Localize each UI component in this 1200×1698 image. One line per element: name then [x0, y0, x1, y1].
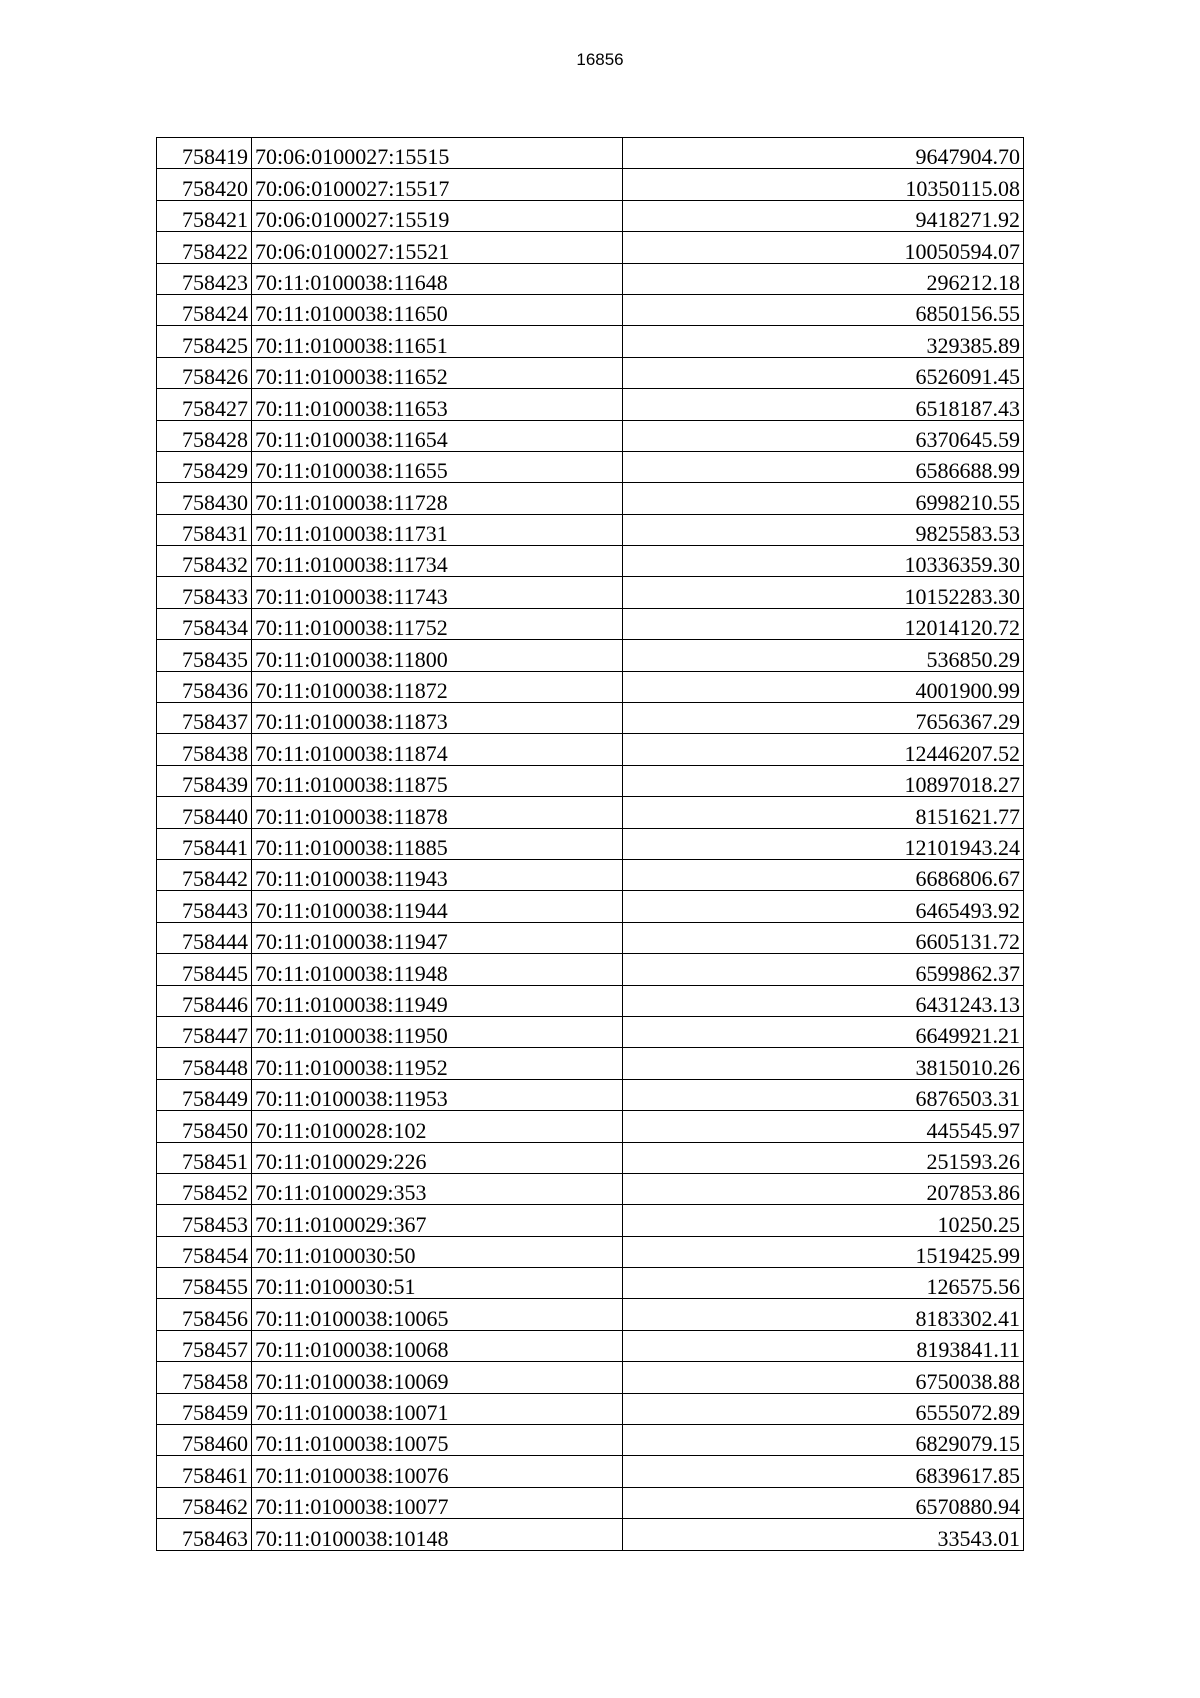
table-row: [157, 954, 1024, 985]
cadastral-number-cell: 70:11:0100038:11948: [252, 954, 623, 985]
row-number-cell: 758431: [157, 514, 252, 545]
cadastral-value-cell: 6526091.45: [623, 357, 1024, 388]
table-row: [157, 326, 1024, 357]
cadastral-value-cell: 8183302.41: [623, 1299, 1024, 1330]
cadastral-value-cell: 6605131.72: [623, 922, 1024, 953]
cadastral-value-cell: 6876503.31: [623, 1079, 1024, 1110]
cadastral-number-cell: 70:11:0100038:11650: [252, 294, 623, 325]
row-number-cell: 758438: [157, 734, 252, 765]
cadastral-number-cell: 70:11:0100029:226: [252, 1142, 623, 1173]
row-number-cell: 758444: [157, 922, 252, 953]
row-number-cell: 758459: [157, 1393, 252, 1424]
table-row: [157, 671, 1024, 702]
table-row: [157, 1173, 1024, 1204]
cadastral-number-cell: 70:11:0100038:10075: [252, 1425, 623, 1456]
table-row: [157, 232, 1024, 263]
table-row: [157, 1236, 1024, 1267]
cadastral-value-cell: 4001900.99: [623, 671, 1024, 702]
table-row: [157, 1425, 1024, 1456]
row-number-cell: 758428: [157, 420, 252, 451]
cadastral-value-cell: 10350115.08: [623, 169, 1024, 200]
cadastral-number-cell: 70:06:0100027:15519: [252, 200, 623, 231]
row-number-cell: 758425: [157, 326, 252, 357]
table-row: [157, 640, 1024, 671]
cadastral-value-cell: 6829079.15: [623, 1425, 1024, 1456]
cadastral-number-cell: 70:11:0100038:10148: [252, 1519, 623, 1550]
table-row: [157, 420, 1024, 451]
table-row: [157, 1456, 1024, 1487]
row-number-cell: 758454: [157, 1236, 252, 1267]
cadastral-number-cell: 70:11:0100038:11872: [252, 671, 623, 702]
cadastral-number-cell: 70:11:0100038:11953: [252, 1079, 623, 1110]
cadastral-number-cell: 70:11:0100038:11943: [252, 859, 623, 890]
cadastral-number-cell: 70:11:0100030:51: [252, 1268, 623, 1299]
table-row: [157, 169, 1024, 200]
table-row: [157, 514, 1024, 545]
table-row: [157, 1268, 1024, 1299]
cadastral-number-cell: 70:11:0100038:11652: [252, 357, 623, 388]
table-row: [157, 1079, 1024, 1110]
row-number-cell: 758439: [157, 765, 252, 796]
cadastral-number-cell: 70:11:0100038:11734: [252, 546, 623, 577]
cadastral-value-cell: 10250.25: [623, 1205, 1024, 1236]
cadastral-value-cell: 207853.86: [623, 1173, 1024, 1204]
row-number-cell: 758455: [157, 1268, 252, 1299]
row-number-cell: 758423: [157, 263, 252, 294]
cadastral-number-cell: 70:11:0100038:11950: [252, 1016, 623, 1047]
cadastral-number-cell: 70:06:0100027:15515: [252, 138, 623, 169]
cadastral-value-cell: 6586688.99: [623, 451, 1024, 482]
table-row: [157, 263, 1024, 294]
row-number-cell: 758434: [157, 608, 252, 639]
cadastral-number-cell: 70:11:0100038:11743: [252, 577, 623, 608]
table-row: [157, 294, 1024, 325]
cadastral-number-cell: 70:11:0100038:11875: [252, 765, 623, 796]
cadastral-number-cell: 70:11:0100038:11874: [252, 734, 623, 765]
cadastral-value-cell: 6570880.94: [623, 1487, 1024, 1518]
cadastral-value-cell: 9647904.70: [623, 138, 1024, 169]
cadastral-value-cell: 33543.01: [623, 1519, 1024, 1550]
row-number-cell: 758442: [157, 859, 252, 890]
cadastral-number-cell: 70:11:0100038:11728: [252, 483, 623, 514]
cadastral-number-cell: 70:11:0100028:102: [252, 1111, 623, 1142]
table-row: [157, 1205, 1024, 1236]
row-number-cell: 758445: [157, 954, 252, 985]
row-number-cell: 758421: [157, 200, 252, 231]
table-row: [157, 859, 1024, 890]
row-number-cell: 758435: [157, 640, 252, 671]
cadastral-number-cell: 70:11:0100029:367: [252, 1205, 623, 1236]
row-number-cell: 758457: [157, 1330, 252, 1361]
table-row: [157, 357, 1024, 388]
cadastral-number-cell: 70:11:0100038:11653: [252, 389, 623, 420]
cadastral-number-cell: 70:06:0100027:15517: [252, 169, 623, 200]
row-number-cell: 758420: [157, 169, 252, 200]
row-number-cell: 758419: [157, 138, 252, 169]
cadastral-number-cell: 70:11:0100038:11952: [252, 1048, 623, 1079]
row-number-cell: 758446: [157, 985, 252, 1016]
table-row: [157, 734, 1024, 765]
row-number-cell: 758427: [157, 389, 252, 420]
cadastral-number-cell: 70:11:0100038:11949: [252, 985, 623, 1016]
table-row: [157, 703, 1024, 734]
cadastral-value-cell: 6850156.55: [623, 294, 1024, 325]
row-number-cell: 758452: [157, 1173, 252, 1204]
cadastral-value-cell: 7656367.29: [623, 703, 1024, 734]
cadastral-number-cell: 70:11:0100038:11648: [252, 263, 623, 294]
row-number-cell: 758447: [157, 1016, 252, 1047]
cadastral-value-cell: 12014120.72: [623, 608, 1024, 639]
cadastral-number-cell: 70:11:0100038:10068: [252, 1330, 623, 1361]
row-number-cell: 758426: [157, 357, 252, 388]
cadastral-value-cell: 3815010.26: [623, 1048, 1024, 1079]
row-number-cell: 758461: [157, 1456, 252, 1487]
table-row: [157, 451, 1024, 482]
cadastral-number-cell: 70:11:0100038:11800: [252, 640, 623, 671]
cadastral-number-cell: 70:11:0100029:353: [252, 1173, 623, 1204]
table-row: [157, 1299, 1024, 1330]
page-number: 16856: [576, 50, 624, 69]
cadastral-value-cell: 536850.29: [623, 640, 1024, 671]
table-row: [157, 1487, 1024, 1518]
table-row: [157, 546, 1024, 577]
cadastral-number-cell: 70:06:0100027:15521: [252, 232, 623, 263]
cadastral-number-cell: 70:11:0100038:10076: [252, 1456, 623, 1487]
cadastral-value-cell: 445545.97: [623, 1111, 1024, 1142]
row-number-cell: 758437: [157, 703, 252, 734]
row-number-cell: 758456: [157, 1299, 252, 1330]
cadastral-number-cell: 70:11:0100038:11731: [252, 514, 623, 545]
cadastral-value-cell: 296212.18: [623, 263, 1024, 294]
cadastral-value-cell: 12446207.52: [623, 734, 1024, 765]
cadastral-number-cell: 70:11:0100038:11885: [252, 828, 623, 859]
table-row: [157, 1393, 1024, 1424]
table-row: [157, 1142, 1024, 1173]
row-number-cell: 758449: [157, 1079, 252, 1110]
cadastral-value-cell: 6649921.21: [623, 1016, 1024, 1047]
cadastral-number-cell: 70:11:0100038:10077: [252, 1487, 623, 1518]
cadastral-number-cell: 70:11:0100038:10065: [252, 1299, 623, 1330]
cadastral-number-cell: 70:11:0100038:11651: [252, 326, 623, 357]
table-row: [157, 1330, 1024, 1361]
cadastral-value-cell: 8193841.11: [623, 1330, 1024, 1361]
registry-table: [156, 137, 1024, 1551]
table-row: [157, 797, 1024, 828]
table-row: [157, 1048, 1024, 1079]
table-row: [157, 765, 1024, 796]
cadastral-number-cell: 70:11:0100038:11873: [252, 703, 623, 734]
row-number-cell: 758453: [157, 1205, 252, 1236]
row-number-cell: 758441: [157, 828, 252, 859]
row-number-cell: 758429: [157, 451, 252, 482]
cadastral-value-cell: 6518187.43: [623, 389, 1024, 420]
cadastral-value-cell: 6599862.37: [623, 954, 1024, 985]
cadastral-value-cell: 6465493.92: [623, 891, 1024, 922]
registry-table-body: [157, 138, 1024, 1551]
table-row: [157, 891, 1024, 922]
row-number-cell: 758432: [157, 546, 252, 577]
table-row: [157, 138, 1024, 169]
cadastral-value-cell: 10336359.30: [623, 546, 1024, 577]
cadastral-value-cell: 8151621.77: [623, 797, 1024, 828]
cadastral-value-cell: 9825583.53: [623, 514, 1024, 545]
table-row: [157, 483, 1024, 514]
table-row: [157, 985, 1024, 1016]
table-row: [157, 389, 1024, 420]
row-number-cell: 758443: [157, 891, 252, 922]
row-number-cell: 758436: [157, 671, 252, 702]
cadastral-number-cell: 70:11:0100038:11654: [252, 420, 623, 451]
cadastral-value-cell: 6839617.85: [623, 1456, 1024, 1487]
table-row: [157, 1362, 1024, 1393]
cadastral-value-cell: 1519425.99: [623, 1236, 1024, 1267]
table-row: [157, 200, 1024, 231]
cadastral-value-cell: 329385.89: [623, 326, 1024, 357]
cadastral-value-cell: 251593.26: [623, 1142, 1024, 1173]
cadastral-value-cell: 6998210.55: [623, 483, 1024, 514]
table-row: [157, 922, 1024, 953]
row-number-cell: 758448: [157, 1048, 252, 1079]
cadastral-value-cell: 10152283.30: [623, 577, 1024, 608]
cadastral-number-cell: 70:11:0100038:10071: [252, 1393, 623, 1424]
cadastral-number-cell: 70:11:0100038:11947: [252, 922, 623, 953]
cadastral-number-cell: 70:11:0100038:11655: [252, 451, 623, 482]
cadastral-value-cell: 6431243.13: [623, 985, 1024, 1016]
cadastral-number-cell: 70:11:0100038:11878: [252, 797, 623, 828]
cadastral-value-cell: 6750038.88: [623, 1362, 1024, 1393]
cadastral-value-cell: 6370645.59: [623, 420, 1024, 451]
row-number-cell: 758433: [157, 577, 252, 608]
cadastral-value-cell: 6686806.67: [623, 859, 1024, 890]
row-number-cell: 758460: [157, 1425, 252, 1456]
row-number-cell: 758458: [157, 1362, 252, 1393]
cadastral-value-cell: 10050594.07: [623, 232, 1024, 263]
cadastral-number-cell: 70:11:0100038:11944: [252, 891, 623, 922]
row-number-cell: 758440: [157, 797, 252, 828]
row-number-cell: 758430: [157, 483, 252, 514]
table-row: [157, 608, 1024, 639]
table-row: [157, 1016, 1024, 1047]
cadastral-number-cell: 70:11:0100038:11752: [252, 608, 623, 639]
cadastral-value-cell: 10897018.27: [623, 765, 1024, 796]
table-row: [157, 828, 1024, 859]
row-number-cell: 758463: [157, 1519, 252, 1550]
cadastral-value-cell: 9418271.92: [623, 200, 1024, 231]
cadastral-value-cell: 12101943.24: [623, 828, 1024, 859]
table-row: [157, 1111, 1024, 1142]
row-number-cell: 758462: [157, 1487, 252, 1518]
cadastral-number-cell: 70:11:0100038:10069: [252, 1362, 623, 1393]
cadastral-number-cell: 70:11:0100030:50: [252, 1236, 623, 1267]
row-number-cell: 758422: [157, 232, 252, 263]
row-number-cell: 758451: [157, 1142, 252, 1173]
table-row: [157, 1519, 1024, 1550]
cadastral-value-cell: 126575.56: [623, 1268, 1024, 1299]
cadastral-value-cell: 6555072.89: [623, 1393, 1024, 1424]
row-number-cell: 758450: [157, 1111, 252, 1142]
row-number-cell: 758424: [157, 294, 252, 325]
table-row: [157, 577, 1024, 608]
